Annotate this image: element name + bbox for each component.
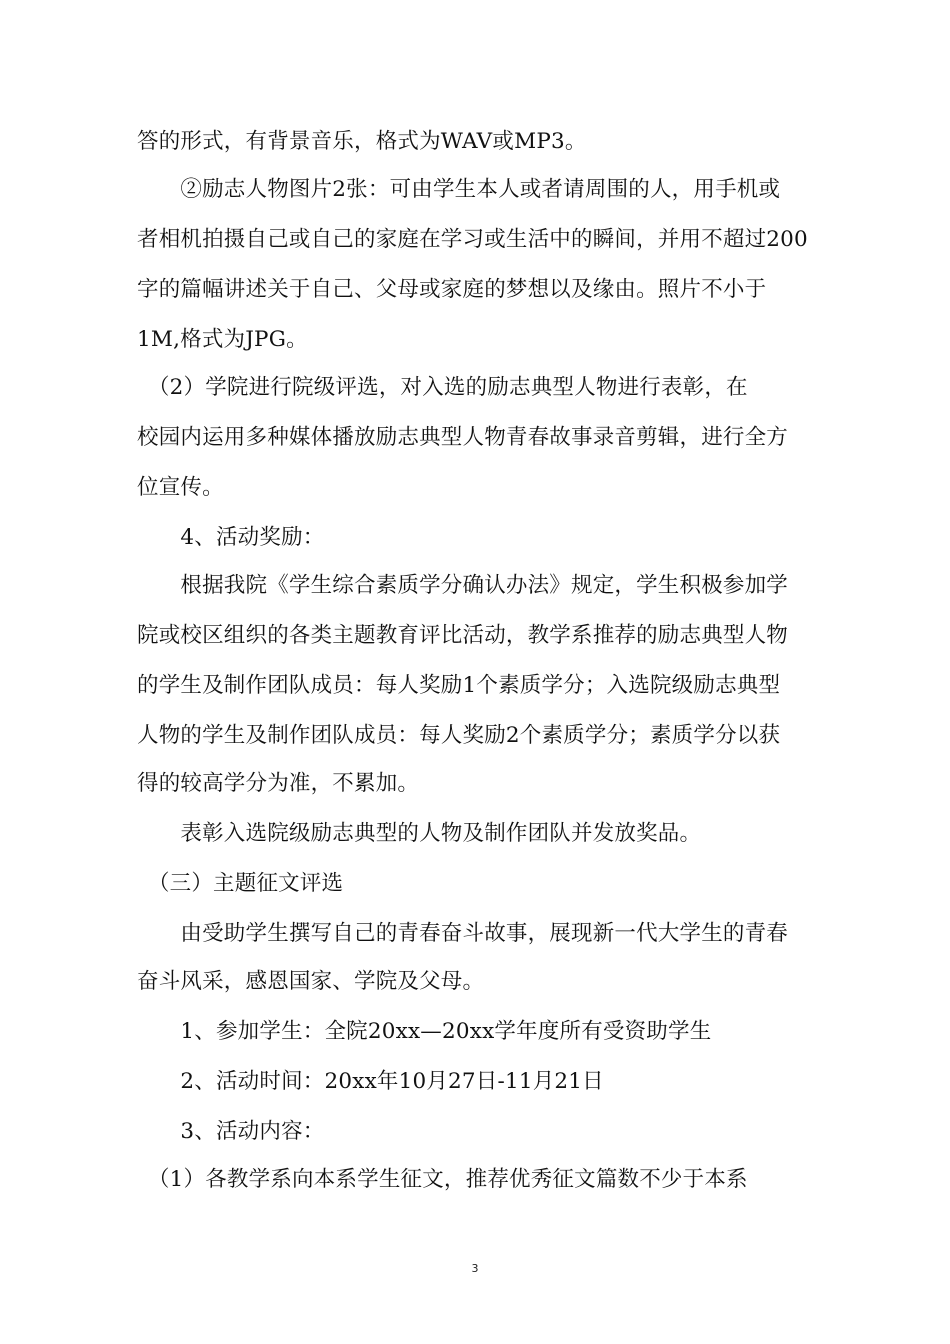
text-line: 院或校区组织的各类主题教育评比活动，教学系推荐的励志典型人物 [137, 623, 789, 648]
text-line: 2、活动时间：20xx年10月27日-11月21日 [137, 1069, 604, 1094]
text-line: （2）学院进行院级评选，对入选的励志典型人物进行表彰，在 [137, 375, 748, 400]
text-line: （1）各教学系向本系学生征文，推荐优秀征文篇数不少于本系 [137, 1167, 748, 1192]
text-line: 答的形式，有背景音乐，格式为WAV或MP3。 [137, 129, 587, 154]
text-line: 奋斗风采，感恩国家、学院及父母。 [137, 969, 485, 994]
text-line: ②励志人物图片2张：可由学生本人或者请周围的人，用手机或 [137, 177, 781, 202]
text-line: 表彰入选院级励志典型的人物及制作团队并发放奖品。 [137, 821, 702, 846]
text-line: 者相机拍摄自己或自己的家庭在学习或生活中的瞬间，并用不超过200 [137, 227, 808, 252]
section-heading: （三）主题征文评选 [137, 871, 344, 896]
text-line: 校园内运用多种媒体播放励志典型人物青春故事录音剪辑，进行全方 [137, 425, 789, 450]
text-line: 得的较高学分为准，不累加。 [137, 771, 420, 796]
text-line: 3、活动内容： [137, 1119, 325, 1144]
text-line: 人物的学生及制作团队成员：每人奖励2个素质学分；素质学分以获 [137, 723, 781, 748]
text-line: 4、活动奖励： [137, 525, 325, 550]
text-line: 的学生及制作团队成员：每人奖励1个素质学分；入选院级励志典型 [137, 673, 781, 698]
page-number: 3 [471, 1262, 479, 1275]
text-line: 字的篇幅讲述关于自己、父母或家庭的梦想以及缘由。照片不小于 [137, 277, 767, 302]
text-line: 1M,格式为JPG。 [137, 327, 308, 352]
text-line: 由受助学生撰写自己的青春奋斗故事，展现新一代大学生的青春 [137, 921, 789, 946]
text-line: 位宣传。 [137, 475, 224, 500]
text-line: 1、参加学生：全院20xx—20xx学年度所有受资助学生 [137, 1019, 712, 1044]
text-line: 根据我院《学生综合素质学分确认办法》规定，学生积极参加学 [137, 573, 789, 598]
